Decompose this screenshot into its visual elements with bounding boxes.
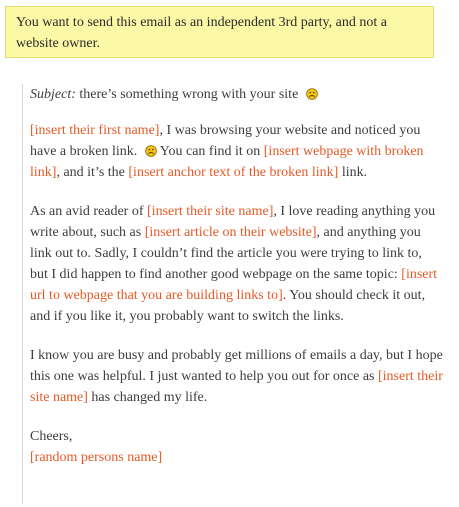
email-paragraph-3: [30, 345, 443, 408]
subject-text: there’s something wrong with your site: [79, 87, 299, 102]
paragraph-1-text-1: , I was browsing your website and noticed you have a broken link.: [30, 123, 421, 159]
first-name-placeholder: [insert their first name]: [30, 123, 160, 138]
paragraph-2-text-4: . You should check it out, and if you like it, you probably want to switch the links.: [30, 288, 426, 324]
signoff-cheers: Cheers,: [30, 429, 73, 444]
paragraph-1-text-2: You can find it on: [159, 144, 261, 159]
anchor-text-placeholder: [insert anchor text of the broken link]: [128, 165, 339, 180]
paragraph-2-text-2: , I love reading anything you write about, such as: [30, 204, 436, 240]
webpage-placeholder: [insert webpage with broken link]: [30, 144, 424, 180]
frowning-face-icon: [306, 88, 318, 100]
paragraph-2-text-1: As an avid reader of: [30, 204, 144, 219]
email-paragraph-2: [30, 201, 443, 327]
paragraph-1-text-4: link.: [341, 165, 368, 180]
email-signoff: [30, 426, 443, 468]
notice-text: You want to send this email as an independent 3rd party, and not a website owner.: [16, 15, 387, 51]
instruction-notice: [5, 6, 434, 58]
email-paragraph-1: [30, 120, 443, 183]
sender-name-placeholder: [random persons name]: [30, 450, 163, 465]
paragraph-2-text-3: , and anything you link out to. Sadly, I couldn’t find the article you were trying to link to, but I did happen to find another good webpage on the same topic:: [30, 225, 422, 282]
url-placeholder: [insert url to webpage that you are building links to]: [30, 267, 438, 303]
subject-label: Subject:: [30, 87, 76, 102]
site-name-placeholder: [insert their site name]: [30, 369, 443, 405]
paragraph-3-text-2: has changed my life.: [91, 390, 208, 405]
site-name-placeholder: [insert their site name]: [147, 204, 274, 219]
article-placeholder: [insert article on their website]: [144, 225, 317, 240]
frowning-face-icon: [145, 145, 157, 157]
paragraph-1-text-3: , and it’s the: [56, 165, 125, 180]
paragraph-3-text-1: I know you are busy and probably get millions of emails a day, but I hope this one was helpful. I just wanted to help you out for once as: [30, 348, 443, 384]
email-subject-line: [30, 84, 443, 105]
email-template: [22, 84, 443, 504]
